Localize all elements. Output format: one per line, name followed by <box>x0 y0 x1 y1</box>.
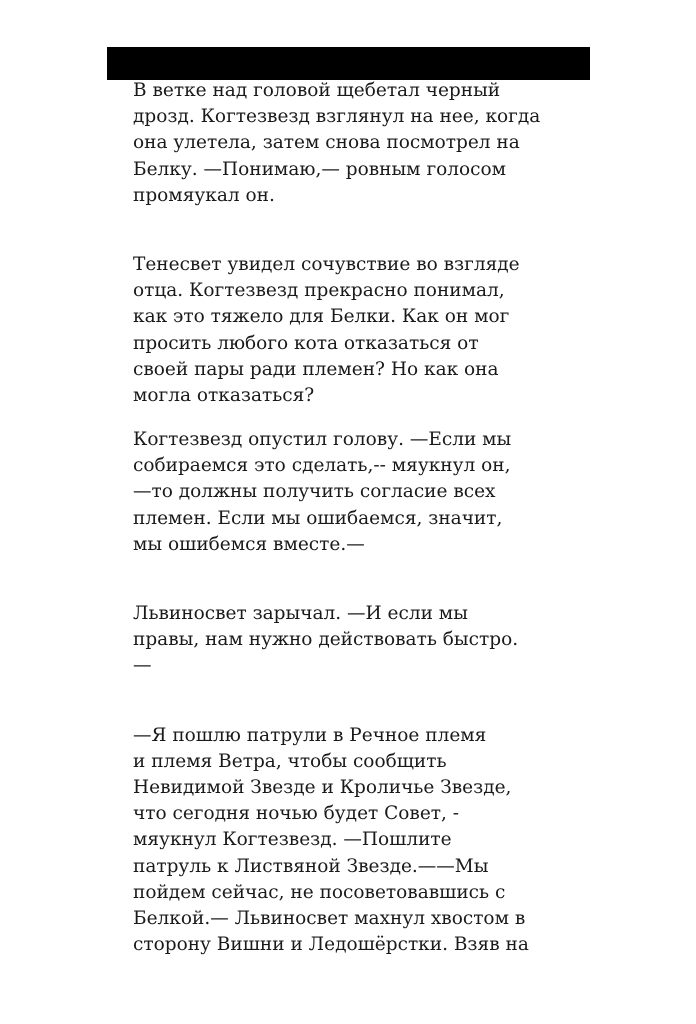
page-text <box>133 78 573 958</box>
text-line: —Я пошлю патрули в Речное племя <box>133 724 487 746</box>
text-line: патруль к Листвяной Звезде.——Мы <box>133 855 489 877</box>
text-line: — <box>133 655 152 677</box>
paragraph-3 <box>133 427 573 558</box>
paragraph-1 <box>133 78 573 209</box>
text-line: просить любого кота отказаться от <box>133 332 479 354</box>
text-line: собираемся это сделать,-- мяукнул он, <box>133 455 511 477</box>
text-line: —то должны получить согласие всех <box>133 481 496 503</box>
text-line: Белкой.— Львиносвет махнул хвостом в <box>133 907 526 929</box>
text-line: и племя Ветра, чтобы сообщить <box>133 750 447 772</box>
text-line: могла отказаться? <box>133 384 315 406</box>
text-line: своей пары ради племен? Но как она <box>133 358 499 380</box>
text-line: она улетела, затем снова посмотрел на <box>133 132 520 154</box>
text-line: Невидимой Звезде и Кроличье Звезде, <box>133 776 512 798</box>
paragraph-4 <box>133 601 573 680</box>
text-line: как это тяжело для Белки. Как он мог <box>133 306 510 328</box>
text-line: мяукнул Когтезвезд. —Пошлите <box>133 829 452 851</box>
paragraph-2 <box>133 252 573 409</box>
text-line: пойдем сейчас, не посоветовавшись с <box>133 881 506 903</box>
text-line: Когтезвезд опустил голову. —Если мы <box>133 429 512 451</box>
paragraph-5 <box>133 723 573 959</box>
text-line: что сегодня ночью будет Совет, - <box>133 803 460 825</box>
text-line: В ветке над головой щебетал черный <box>133 80 501 101</box>
text-line: Львиносвет зарычал. —И если мы <box>133 603 468 624</box>
text-line: племен. Если мы ошибаемся, значит, <box>133 507 503 529</box>
text-line: Тенесвет увидел сочувствие во взгляде <box>133 253 520 275</box>
text-line: промяукал он. <box>133 184 275 206</box>
text-line: дрозд. Когтезвезд взглянул на нее, когда <box>133 106 541 128</box>
text-line: мы ошибемся вместе.— <box>133 533 365 555</box>
text-line: правы, нам нужно действовать быстро. <box>133 629 519 651</box>
redaction-bar <box>107 47 590 80</box>
text-line: сторону Вишни и Ледошёрстки. Взяв на <box>133 934 529 956</box>
text-line: Белку. —Понимаю,— ровным голосом <box>133 158 507 180</box>
text-line: отца. Когтезвезд прекрасно понимал, <box>133 280 505 302</box>
